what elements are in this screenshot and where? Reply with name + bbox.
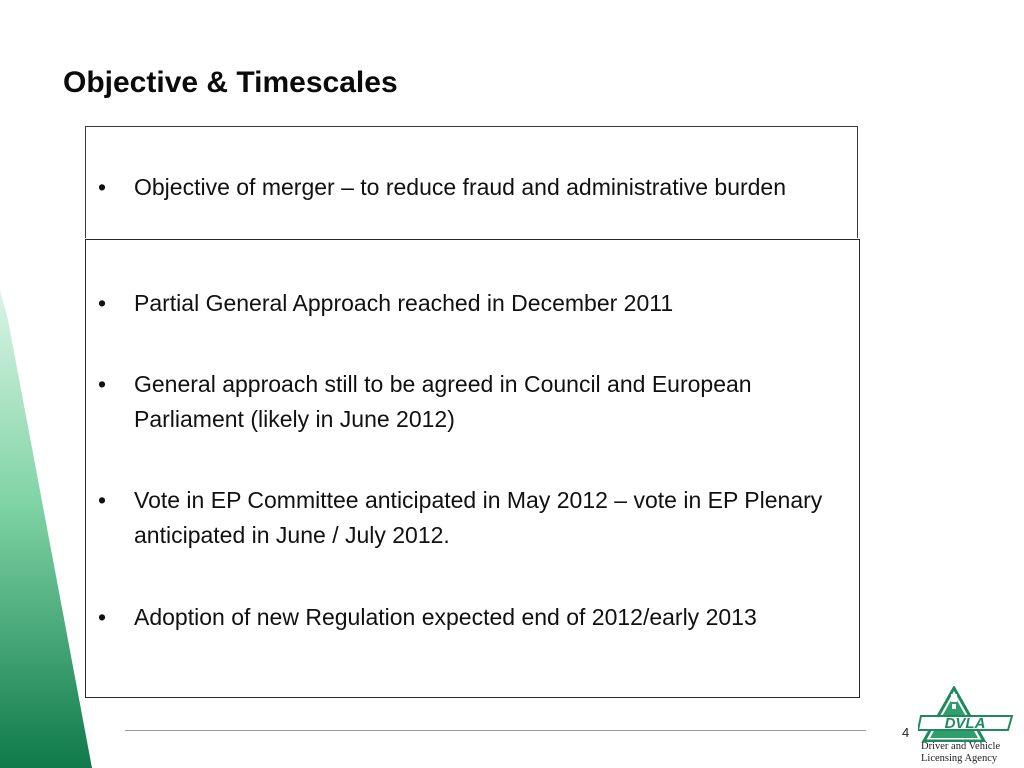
bullet-objective (98, 170, 853, 205)
bullet-text: Adoption of new Regulation expected end of 2012/early 2013 (134, 604, 757, 630)
bullet-marker: • (98, 290, 107, 316)
bullet-marker: • (98, 174, 107, 200)
slide-title: Objective & Timescales (63, 66, 398, 99)
bullet-text: Objective of merger – to reduce fraud and administrative burden (134, 174, 787, 200)
bullet-ep-vote (98, 483, 853, 553)
logo-caption-line1: Driver and Vehicle (921, 741, 1001, 752)
bullet-text: Vote in EP Committee anticipated in May 2012 – vote in EP Plenary anticipated in June / July 2012. (134, 487, 823, 548)
green-decorative-strip (0, 290, 95, 768)
logo-wordmark: DVLA (944, 715, 986, 732)
logo-caption (921, 741, 1021, 765)
bullet-marker: • (98, 371, 107, 397)
bullet-text: General approach still to be agreed in Council and European Parliament (likely in June 2012) (134, 371, 752, 432)
bullet-adoption (98, 600, 853, 635)
logo-caption-line2: Licensing Agency (921, 753, 998, 764)
bullet-marker: • (98, 487, 107, 513)
bullet-general-approach (98, 367, 853, 437)
footer-divider (125, 730, 866, 731)
dvla-logo (918, 686, 1018, 742)
bullet-partial-approach (98, 286, 853, 321)
bullet-text: Partial General Approach reached in December 2011 (134, 290, 674, 316)
bullet-marker: • (98, 604, 107, 630)
page-number: 4 (902, 725, 910, 740)
